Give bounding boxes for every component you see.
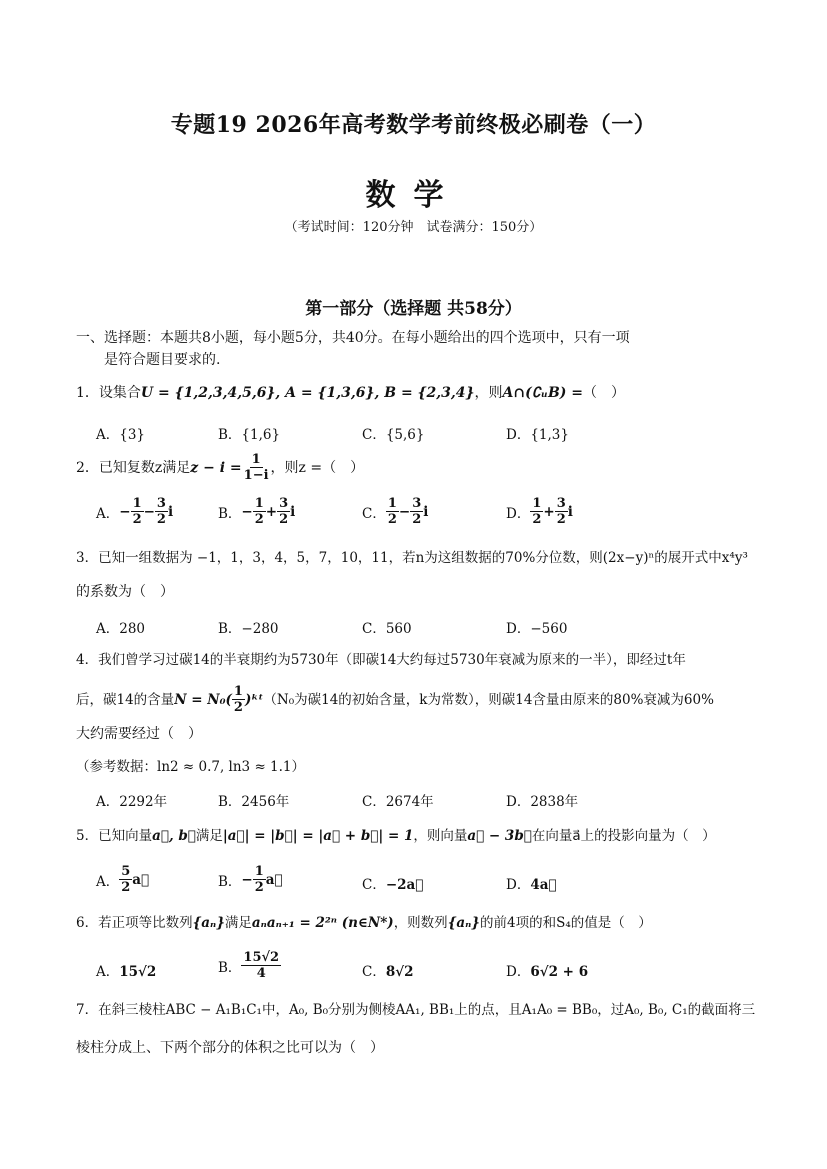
- part-heading: 第一部分（选择题 共58分）: [305, 299, 522, 319]
- question-4-reference: （参考数据：ln2 ≈ 0.7, ln3 ≈ 1.1）: [76, 759, 306, 775]
- question-7-line2: 棱柱分成上、下两个部分的体积之比可以为（ ）: [76, 1040, 384, 1056]
- q4-option-d: D．2838年: [506, 794, 579, 810]
- q5-option-c: C．−2a⃗: [362, 877, 424, 893]
- q1-option-a: A．{3}: [96, 427, 146, 443]
- question-4-line2: 后，碳14的含量 N = N₀( $\frac{1}{2}$ )ᵏᵗ （N₀为碳14的初始含量，k为常数），则碳14含量由原来的80%衰减为60%: [76, 684, 714, 715]
- q1-option-c: C．{5,6}: [362, 427, 425, 443]
- q4-option-a: A．2292年: [96, 794, 168, 810]
- q3-option-b: B．−280: [218, 621, 279, 637]
- question-3-line1: 3．已知一组数据为 −1，1，3，4，5，7，10，11，若n为这组数据的70%分位数，则(2x−y)ⁿ的展开式中x⁴y³: [76, 550, 748, 566]
- q5-option-d: D．4a⃗: [506, 877, 557, 893]
- q1-option-b: B．{1,6}: [218, 427, 281, 443]
- q6-option-c: C．8√2: [362, 964, 414, 980]
- q2-fraction: $\frac{1}{1-i}$: [243, 452, 269, 483]
- q1-option-d: D．{1,3}: [506, 427, 569, 443]
- q6-option-a: A．15√2: [96, 964, 157, 980]
- q2-option-d: D． $\frac{1}{2}$ + $\frac{3}{2}$ i: [506, 496, 573, 527]
- question-5: 5．已知向量a⃗, b⃗满足|a⃗| = |b⃗| = |a⃗ + b⃗| = 1，则向量a⃗ − 3b⃗在向量a⃗上的投影向量为（ ）: [76, 828, 716, 844]
- question-7-line1: 7．在斜三棱柱ABC − A₁B₁C₁中，A₀, B₀分别为侧棱AA₁, BB₁上的点，且A₁A₀ = BB₀，过A₀, B₀, C₁的截面将三: [76, 1002, 756, 1018]
- q6-option-b: B． $\frac{15√2}{4}$: [218, 950, 280, 981]
- section-instructions-line1: 一、选择题：本题共8小题，每小题5分，共40分。在每小题给出的四个选项中，只有一项: [76, 330, 630, 346]
- q5-option-a: A． $\frac{5}{2}$ a⃗: [96, 864, 150, 895]
- q4-option-b: B．2456年: [218, 794, 290, 810]
- q3-option-c: C．560: [362, 621, 412, 637]
- q2-option-b: B． − $\frac{1}{2}$ + $\frac{3}{2}$ i: [218, 496, 296, 527]
- q3-option-d: D．−560: [506, 621, 568, 637]
- q2-option-c: C． $\frac{1}{2}$ − $\frac{3}{2}$ i: [362, 496, 429, 527]
- subject-title: 数学: [365, 178, 462, 213]
- q3-option-a: A．280: [96, 621, 146, 637]
- q4-option-c: C．2674年: [362, 794, 434, 810]
- question-3-line2: 的系数为（ ）: [76, 584, 174, 600]
- q5-option-b: B． − $\frac{1}{2}$ a⃗: [218, 864, 283, 895]
- question-4-line1: 4．我们曾学习过碳14的半衰期约为5730年（即碳14大约每过5730年衰减为原来的一半），即经过t年: [76, 652, 686, 668]
- q2-option-a: A． − $\frac{1}{2}$ − $\frac{3}{2}$ i: [96, 496, 174, 527]
- question-4-line3: 大约需要经过（ ）: [76, 726, 202, 742]
- question-1: 1．设集合U = {1,2,3,4,5,6}, A = {1,3,6}, B = {2,3,4}，则A∩(∁ᵤB) =（ ）: [76, 385, 626, 401]
- question-6: 6．若正项等比数列{aₙ}满足aₙaₙ₊₁ = 2²ⁿ (n∈N*)，则数列{aₙ}的前4项的和S₄的值是（ ）: [76, 915, 652, 931]
- section-instructions-line2: 是符合题目要求的.: [104, 352, 221, 368]
- q6-option-d: D．6√2 + 6: [506, 964, 589, 980]
- question-2: 2．已知复数z满足 z − i = $\frac{1}{1-i}$ ，则z =（ ）: [76, 452, 365, 483]
- document-title: 专题19 2026年高考数学考前终极必刷卷（一）: [170, 112, 657, 138]
- exam-info: （考试时间：120分钟 试卷满分：150分）: [284, 220, 543, 235]
